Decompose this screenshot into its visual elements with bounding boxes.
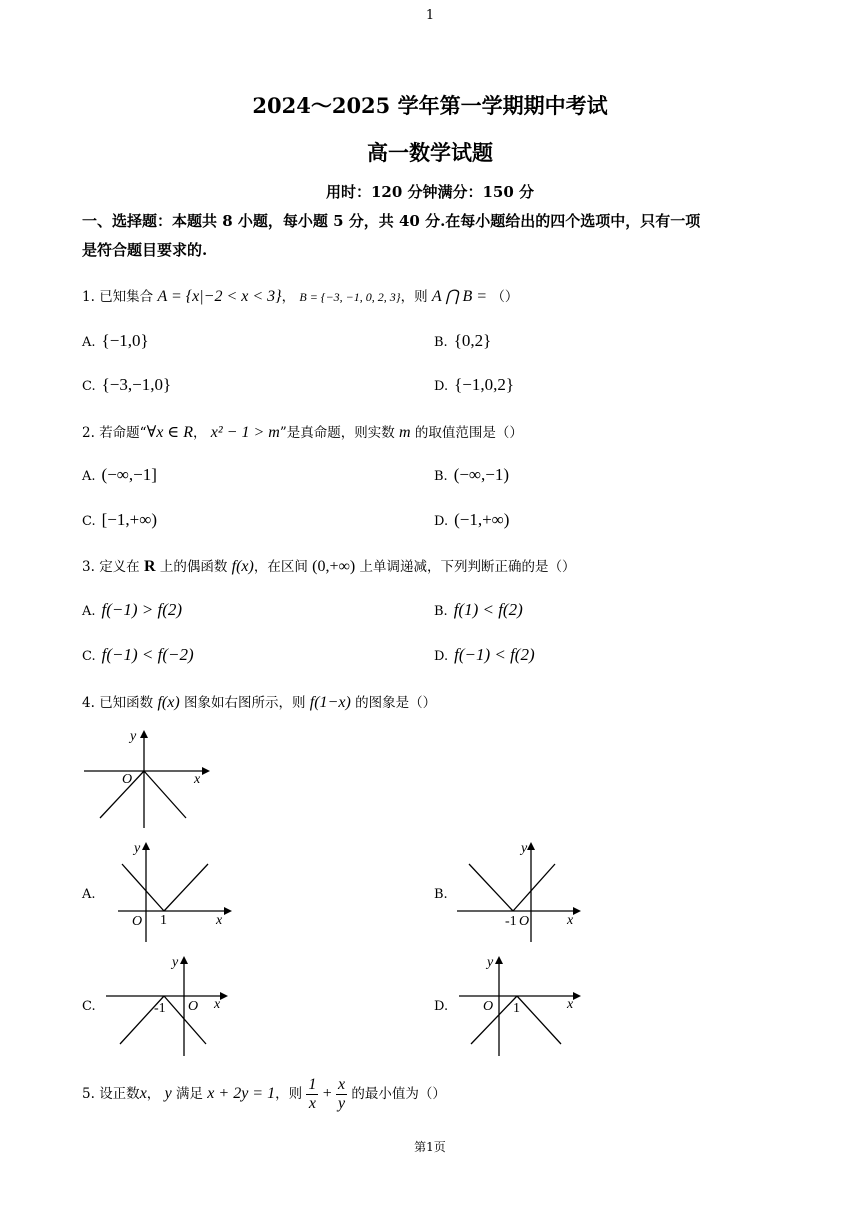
b-tick-label: -1 [505, 914, 517, 929]
q5-text2: 满足 [176, 1086, 203, 1102]
q2-option-d-value: (−1,+∞) [454, 510, 510, 529]
b-origin-label: O [519, 914, 530, 929]
q4-f1x: f(1−x) [309, 694, 351, 711]
c-y-label: y [172, 955, 179, 970]
ref-curve-right [144, 771, 186, 818]
q1-option-b[interactable] [434, 331, 491, 351]
d-tick-label: 1 [513, 1001, 520, 1016]
d-curve-left [471, 996, 517, 1044]
q3-option-b[interactable] [434, 600, 523, 620]
a-x-label: x [216, 913, 223, 928]
q2-option-a[interactable] [82, 465, 157, 485]
d-y-arrow [495, 956, 503, 964]
ref-x-arrow [202, 767, 210, 775]
q3-text2: 上的偶函数 [159, 559, 228, 575]
section-heading-line1: 一、选择题：本题共 8 小题，每小题 5 分，共 40 分.在每小题给出的四个选项中，只有一项 [82, 212, 701, 230]
q3-option-b-value: f(1) < f(2) [453, 600, 523, 619]
q3-option-b-label: B. [434, 604, 448, 619]
q1-set-a: A = {x|−2 < x < 3} [157, 288, 282, 305]
q1-option-b-value: {0,2} [453, 331, 492, 350]
page-header-number: 1 [425, 8, 435, 23]
q1-then: ，则 [400, 289, 428, 305]
b-y-label: y [521, 841, 528, 856]
q3-interval: (0,+∞) [312, 558, 356, 575]
q3-option-d[interactable] [434, 645, 535, 665]
q4-fx: f(x) [157, 694, 180, 711]
q5-text4: 的最小值为（） [351, 1086, 446, 1102]
q3-text3: ，在区间 [253, 559, 308, 575]
d-origin-label: O [483, 999, 494, 1014]
q5-text3: ，则 [275, 1086, 303, 1102]
q2-text2: ”是真命题，则实数 [279, 425, 395, 441]
d-curve-right [517, 996, 561, 1044]
q2-option-a-value: (−∞,−1] [101, 465, 157, 484]
c-origin-label: O [188, 999, 199, 1014]
q4-option-c-graph[interactable] [104, 952, 230, 1058]
b-y-arrow [527, 842, 535, 850]
q3-option-a-value: f(−1) > f(2) [101, 600, 183, 619]
q3-option-d-label: D. [434, 649, 449, 664]
q4-option-d-label[interactable]: D. [434, 999, 449, 1014]
q1-option-a-value: {−1,0} [101, 331, 149, 350]
q1-expression: A ⋂ B = [431, 288, 488, 305]
a-y-label: y [134, 841, 141, 856]
q2-option-c-label: C. [82, 514, 96, 529]
q5-var-y: y [164, 1085, 172, 1102]
d-x-arrow [573, 992, 581, 1000]
q5-condition: x + 2y = 1 [207, 1085, 276, 1102]
q3-number: 3. [82, 559, 95, 575]
c-x-label: x [214, 997, 221, 1012]
q4-number: 4. [82, 695, 95, 711]
ref-x-label: x [194, 772, 201, 787]
q4-option-d-graph[interactable] [457, 952, 581, 1058]
q1-option-b-label: B. [434, 335, 448, 350]
q3-option-c-value: f(−1) < f(−2) [101, 645, 194, 664]
q5-comma: ， [146, 1086, 161, 1102]
q3-option-a-label: A. [82, 604, 96, 619]
q1-paren: （） [491, 289, 519, 305]
a-x-arrow [224, 907, 232, 915]
question-5 [82, 1076, 446, 1113]
q2-option-b[interactable] [434, 465, 509, 485]
q4-option-c-label[interactable]: C. [82, 999, 96, 1014]
q1-option-c[interactable] [82, 375, 171, 395]
q1-option-d-label: D. [434, 379, 449, 394]
q2-option-a-label: A. [82, 469, 96, 484]
q5-frac1-den: x [308, 1095, 316, 1112]
q2-option-d[interactable] [434, 510, 509, 530]
c-x-arrow [220, 992, 228, 1000]
q2-option-b-value: (−∞,−1) [453, 465, 510, 484]
q5-frac2-num: x [338, 1076, 346, 1093]
q1-option-a[interactable] [82, 331, 149, 351]
q1-option-d[interactable] [434, 375, 514, 395]
q5-var-x: x [139, 1085, 147, 1102]
question-3 [82, 555, 576, 576]
q5-fraction-1 [306, 1076, 318, 1113]
exam-info: 用时：120 分钟满分：150 分 [325, 183, 535, 201]
q1-option-a-label: A. [82, 335, 96, 350]
q3-option-a[interactable] [82, 600, 182, 620]
q2-option-c[interactable] [82, 510, 157, 530]
q5-number: 5. [82, 1086, 95, 1102]
page-footer: 第1页 [414, 1140, 446, 1154]
q5-frac1-num: 1 [308, 1076, 317, 1093]
q1-comma: ， [281, 289, 296, 305]
q4-option-a-graph[interactable] [112, 838, 232, 946]
q5-plus: + [322, 1085, 332, 1102]
reference-graph [80, 728, 210, 830]
q5-text1: 设正数 [99, 1086, 140, 1102]
q5-frac2-den: y [338, 1095, 346, 1112]
q1-option-d-value: {−1,0,2} [454, 375, 515, 394]
q2-option-b-label: B. [434, 469, 448, 484]
a-y-arrow [142, 842, 150, 850]
q3-text4: 上单调递减，下列判断正确的是（） [359, 559, 576, 575]
b-x-label: x [567, 913, 574, 928]
q4-text1: 已知函数 [99, 695, 154, 711]
q2-text3: 的取值范围是（） [414, 425, 523, 441]
q4-text3: 的图象是（） [355, 695, 437, 711]
q2-option-c-value: [−1,+∞) [101, 510, 157, 529]
q4-option-b-label[interactable]: B. [434, 887, 448, 902]
a-origin-label: O [132, 914, 143, 929]
c-y-arrow [180, 956, 188, 964]
section-heading-line2: 是符合题目要求的. [82, 241, 208, 259]
q2-var: m [399, 424, 411, 441]
ref-y-arrow [140, 730, 148, 738]
q3-option-c-label: C. [82, 649, 96, 664]
b-x-arrow [573, 907, 581, 915]
d-x-label: x [567, 997, 574, 1012]
exam-subtitle: 高一数学试题 [367, 140, 493, 165]
q3-fx: f(x) [231, 558, 254, 575]
exam-title: 2024～2025 学年第一学期期中考试 [252, 93, 608, 118]
b-curve-left [469, 864, 513, 911]
ref-origin-label: O [122, 772, 133, 787]
q1-option-c-label: C. [82, 379, 96, 394]
d-y-label: y [487, 955, 494, 970]
q2-number: 2. [82, 425, 95, 441]
q3-option-d-value: f(−1) < f(2) [454, 645, 535, 664]
q4-text2: 图象如右图所示，则 [183, 695, 306, 711]
q1-prefix: 已知集合 [99, 289, 154, 305]
question-2 [82, 421, 523, 442]
q4-option-b-graph[interactable] [455, 838, 581, 946]
q5-fraction-2 [336, 1076, 347, 1113]
c-curve-right [164, 996, 206, 1044]
question-4 [82, 691, 436, 712]
q1-option-c-value: {−3,−1,0} [101, 375, 172, 394]
q2-inequality: x² − 1 > m [210, 424, 280, 441]
a-tick-label: 1 [160, 913, 167, 928]
question-1 [82, 285, 518, 306]
section-heading [82, 207, 782, 265]
q1-set-b: B = {−3, −1, 0, 2, 3} [299, 290, 401, 304]
q2-sep: ， [192, 425, 207, 441]
a-curve-right [164, 864, 208, 911]
q2-forall: ∀x ∈ R [146, 424, 193, 441]
ref-y-label: y [130, 729, 137, 744]
q3-real-set: R [143, 558, 156, 575]
b-curve-right [513, 864, 555, 911]
q1-number: 1. [82, 289, 95, 305]
a-curve-left [122, 864, 164, 911]
q4-option-a-label[interactable]: A. [82, 887, 96, 902]
q3-text1: 定义在 [99, 559, 140, 575]
c-tick-label: -1 [154, 1001, 166, 1016]
q2-option-d-label: D. [434, 514, 449, 529]
q3-option-c[interactable] [82, 645, 194, 665]
q2-text1: 若命题“ [99, 425, 147, 441]
